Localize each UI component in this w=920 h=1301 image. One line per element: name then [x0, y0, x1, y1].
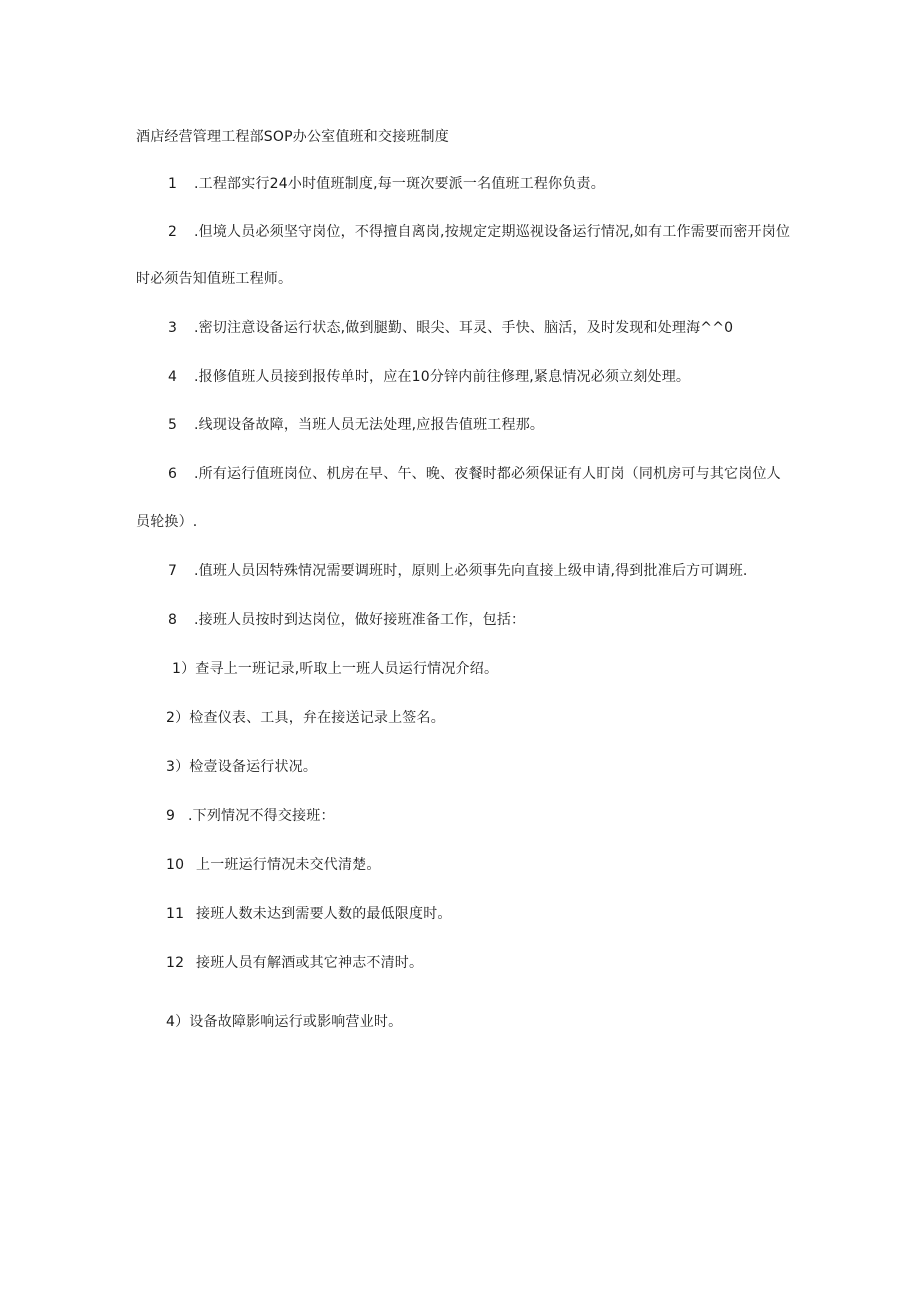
list-item	[168, 610, 525, 630]
item-text: 3）检壹设备运行状况。	[166, 759, 318, 775]
item-text: .线现设备故障，当班人员无法处理,应报告值班工程那。	[194, 417, 545, 433]
item-text: .但境人员必须坚守岗位，不得擅自离岗,按规定定期巡视设备运行情况,如有工作需要而密开岗位	[194, 224, 791, 240]
item-text: .值班人员因特殊情况需要调班时，原则上必须事先向直接上级申请,得到批准后方可调班.	[194, 563, 748, 579]
item-text: 接班人员有解酒或其它神志不清时。	[196, 955, 424, 971]
item-number: 4	[168, 369, 178, 385]
item-text: .工程部实行24小时值班制度,每一斑次要派一名值班工程你负责。	[194, 176, 605, 192]
item-text: .接班人员按时到达岗位，做好接班准备工作，包括：	[194, 612, 526, 628]
sub-list-item	[166, 1012, 402, 1032]
item-number: 6	[168, 466, 178, 482]
list-item	[168, 222, 790, 242]
item-text: 上一班运行情况未交代清楚。	[196, 857, 381, 873]
list-item	[168, 318, 733, 338]
item-text: 2）检查仪表、工具，弁在接送记录上签名。	[166, 710, 445, 726]
item-number: 12	[166, 955, 185, 971]
item-text: .报修值班人员接到报传单时，应在10分锌内前往修理,紧息情况必须立刻处理。	[194, 369, 691, 385]
item-number: 3	[168, 320, 178, 336]
sub-list-item	[166, 708, 445, 728]
list-item	[166, 953, 423, 973]
list-item	[168, 415, 544, 435]
list-item	[168, 367, 690, 387]
item-text: 员轮换）.	[136, 514, 198, 530]
sub-list-item	[172, 659, 498, 679]
list-item-continuation	[136, 269, 292, 289]
item-number: 9	[166, 808, 176, 824]
list-item	[168, 464, 781, 484]
list-item	[166, 806, 335, 826]
item-number: 5	[168, 417, 178, 433]
document-title: 酒店经营管理工程部SOP办公室值班和交接班制度	[136, 129, 449, 145]
item-number: 11	[166, 906, 185, 922]
item-number: 1	[168, 176, 178, 192]
sub-list-item	[166, 757, 317, 777]
item-number: 2	[168, 224, 178, 240]
list-item	[166, 855, 381, 875]
item-text: .下列情况不得交接班：	[188, 808, 335, 824]
item-text: .密切注意设备运行状态,做到腿勤、眼尖、耳灵、手快、脑活，及时发现和处理海^^0	[194, 320, 734, 336]
item-text: 4）设备故障影响运行或影响营业时。	[166, 1014, 403, 1030]
list-item	[168, 174, 605, 194]
list-item	[166, 904, 452, 924]
item-number: 10	[166, 857, 185, 873]
list-item-continuation	[136, 512, 197, 532]
item-text: .所有运行值班岗位、机房在早、午、晚、夜餐时都必须保证有人盯岗（同机房可与其它岗位人	[194, 466, 781, 482]
item-text: 接班人数未达到需要人数的最低限度时。	[196, 906, 452, 922]
item-text: 时必须告知值班工程师。	[136, 271, 293, 287]
item-number: 7	[168, 563, 178, 579]
item-number: 8	[168, 612, 178, 628]
list-item	[168, 561, 748, 581]
item-text: 1）查寻上一班记录,听取上一班人员运行情况介绍。	[172, 661, 499, 677]
